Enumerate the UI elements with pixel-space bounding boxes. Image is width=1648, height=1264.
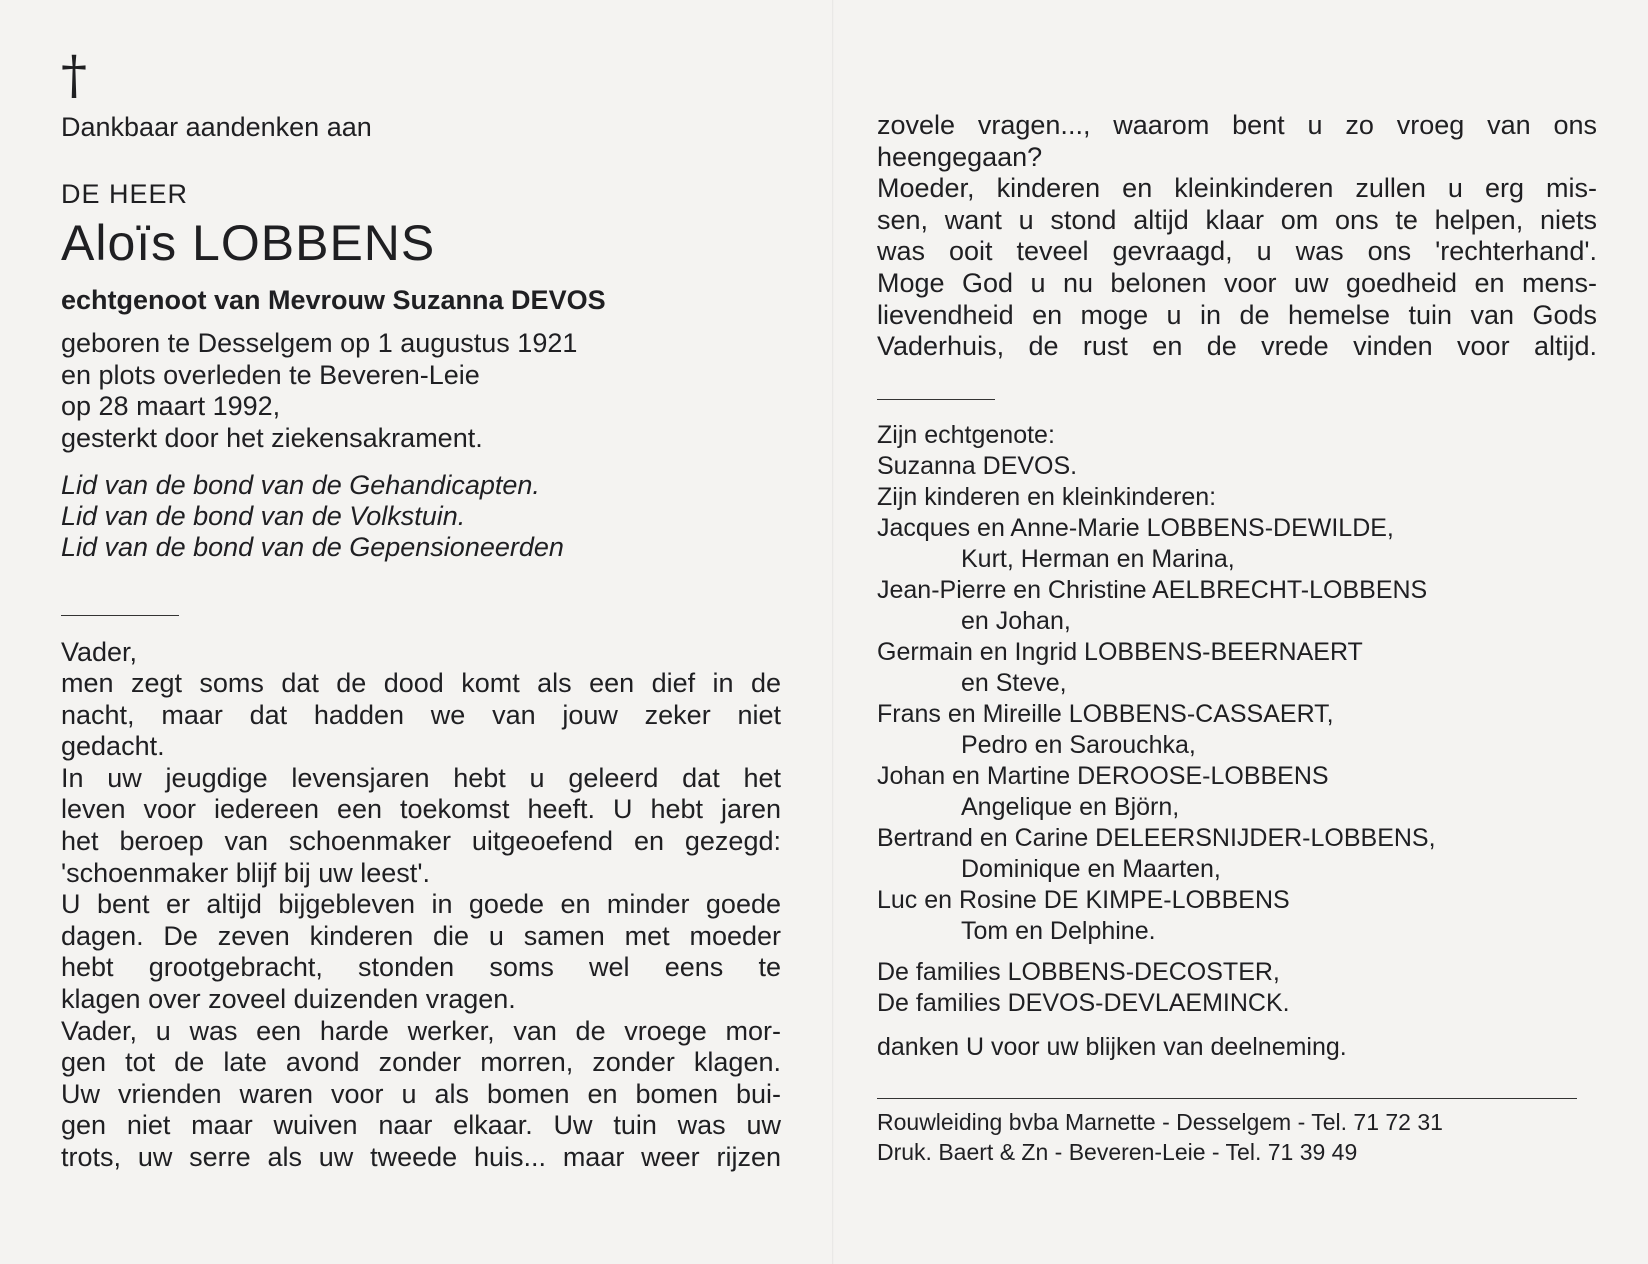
divider (877, 399, 995, 400)
family-line: Germain en Ingrid LOBBENS-BEERNAERT (877, 637, 1363, 666)
family-line: Luc en Rosine DE KIMPE-LOBBENS (877, 885, 1290, 914)
family-line: Jean-Pierre en Christine AELBRECHT-LOBBENS (877, 575, 1428, 604)
text-line: nacht, maar dat hadden we van jouw zeker niet (61, 699, 781, 730)
text-line: U bent er altijd bijgebleven in goede en minder goede (61, 889, 781, 920)
family-line: Tom en Delphine. (961, 916, 1156, 945)
text-line: gen niet maar wuiven naar elkaar. Uw tuin was uw (61, 1110, 781, 1141)
text-line: dagen. De zeven kinderen die u samen met moeder (61, 920, 781, 951)
family-line: Frans en Mireille LOBBENS-CASSAERT, (877, 699, 1334, 728)
detail-line: op 28 maart 1992, (61, 391, 281, 421)
text-line: 'schoenmaker blijf bij uw leest'. (61, 857, 430, 888)
family-line: Kurt, Herman en Marina, (961, 544, 1235, 573)
text-line: Uw vrienden waren voor u als bomen en bomen bui- (61, 1078, 781, 1109)
text-line: het beroep van schoenmaker uitgeoefend en gezegd: (61, 825, 781, 856)
family-line: Dominique en Maarten, (961, 854, 1221, 883)
detail-line: gesterkt door het ziekensakrament. (61, 422, 483, 453)
membership-line: Lid van de bond van de Volkstuin. (61, 501, 466, 531)
credit-line: Druk. Baert & Zn - Beveren-Leie - Tel. 71 39 49 (877, 1138, 1358, 1165)
text-line: trots, uw serre als uw tweede huis... maar weer rijzen (61, 1141, 781, 1172)
family-list (877, 420, 1597, 947)
thanks-line: danken U voor uw blijken van deelneming. (877, 1032, 1347, 1061)
text-line: gen tot de late avond zonder morren, zonder klagen. (61, 1047, 781, 1078)
extended-families (877, 957, 1597, 1019)
text-line: gedacht. (61, 731, 165, 762)
family-line: Angelique en Björn, (961, 792, 1180, 821)
family-line: De families LOBBENS-DECOSTER, (877, 957, 1280, 986)
tribute-text (61, 668, 781, 1174)
family-line: Johan en Martine DEROOSE-LOBBENS (877, 761, 1329, 790)
printer-credits (877, 1107, 1597, 1167)
divider (61, 615, 179, 616)
text-line: Moge God u nu belonen voor uw goedheid en mens- (877, 267, 1597, 298)
divider (877, 1098, 1577, 1099)
family-line: Pedro en Sarouchka, (961, 730, 1196, 759)
family-line: Bertrand en Carine DELEERSNIJDER-LOBBENS, (877, 823, 1436, 852)
text-line: heengegaan? (877, 141, 1043, 172)
family-line: Suzanna DEVOS. (877, 451, 1078, 480)
family-line: Zijn kinderen en kleinkinderen: (877, 482, 1217, 511)
family-line: en Johan, (961, 606, 1071, 635)
family-line: en Steve, (961, 668, 1067, 697)
birth-death-details (61, 328, 781, 454)
text-line: zovele vragen..., waarom bent u zo vroeg van ons (877, 110, 1597, 140)
detail-line: en plots overleden te Beveren-Leie (61, 359, 480, 390)
text-line: sen, want u stond altijd klaar om ons te helpen, niets (877, 204, 1597, 235)
text-line: Vaderhuis, de rust en de vrede vinden voor altijd. (877, 331, 1597, 362)
text-line: lievendheid en moge u in de hemelse tuin van Gods (877, 299, 1597, 330)
text-line: leven voor iedereen een toekomst heeft. U hebt jaren (61, 794, 781, 825)
membership-line: Lid van de bond van de Gepensioneerden (61, 532, 564, 562)
text-line: was ooit teveel gevraagd, u was ons 'rechterhand'. (877, 236, 1597, 267)
credit-line: Rouwleiding bvba Marnette - Desselgem - Tel. 71 72 31 (877, 1108, 1443, 1135)
detail-line: geboren te Desselgem op 1 augustus 1921 (61, 328, 578, 358)
honorific: DE HEER (61, 179, 189, 209)
membership-line: Lid van de bond van de Gehandicapten. (61, 470, 540, 500)
family-line: Jacques en Anne-Marie LOBBENS-DEWILDE, (877, 513, 1394, 542)
cross-icon: † (61, 46, 87, 106)
deceased-name: Aloïs LOBBENS (61, 215, 436, 271)
spouse-line: echtgenoot van Mevrouw Suzanna DEVOS (61, 285, 606, 315)
text-line: men zegt soms dat de dood komt als een dief in de (61, 668, 781, 698)
text-line: Moeder, kinderen en kleinkinderen zullen u erg mis- (877, 173, 1597, 204)
right-page (877, 110, 1597, 1167)
salutation: Vader, (61, 637, 138, 667)
text-line: hebt grootgebracht, stonden soms wel eens te (61, 952, 781, 983)
card-fold (832, 0, 834, 1264)
family-line: De families DEVOS-DEVLAEMINCK. (877, 988, 1290, 1017)
intro-text: Dankbaar aandenken aan (61, 112, 372, 142)
memberships (61, 470, 781, 563)
text-line: klagen over zoveel duizenden vragen. (61, 983, 516, 1014)
tribute-text-continued (877, 110, 1597, 363)
text-line: Vader, u was een harde werker, van de vroege mor- (61, 1015, 781, 1046)
left-page (61, 46, 781, 1174)
text-line: In uw jeugdige levensjaren hebt u geleerd dat het (61, 762, 781, 793)
family-line: Zijn echtgenote: (877, 420, 1055, 449)
